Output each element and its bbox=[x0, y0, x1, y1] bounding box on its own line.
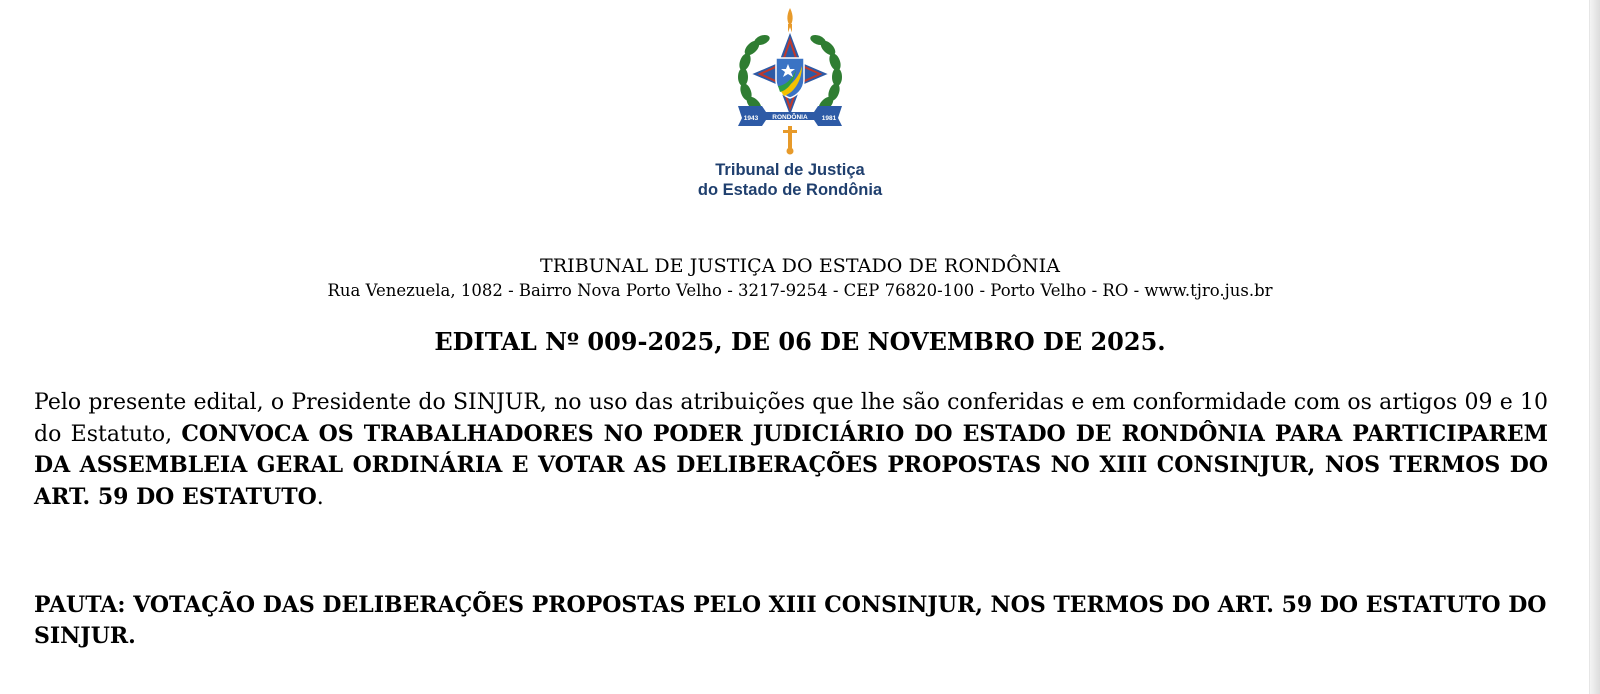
convocation-paragraph bbox=[34, 388, 1548, 513]
seal-caption-line-2: do Estado de Rondônia bbox=[697, 181, 883, 199]
seal-ribbon-center-label: RONDÔNIA bbox=[772, 114, 808, 121]
pauta-paragraph: PAUTA: VOTAÇÃO DAS DELIBERAÇÕES PROPOSTAS PELO XIII CONSINJUR, NOS TERMOS DO ART. 59 DO ESTATUTO DO SINJUR. bbox=[34, 592, 1547, 649]
seal-ribbon-right-year: 1981 bbox=[821, 115, 837, 122]
seal-caption-line-1: Tribunal de Justiça bbox=[715, 161, 865, 179]
org-address: Rua Venezuela, 1082 - Bairro Nova Porto Velho - 3217-9254 - CEP 76820-100 - Porto Velho - RO - www.tjro.jus.br bbox=[327, 281, 1273, 300]
paragraph-intro-text: Pelo presente edital, o Presidente do SINJUR, no uso das atribuições que lhe são conferidas e em conformidade com os artigos 09 e 10 do Estatuto, bbox=[34, 390, 1548, 447]
org-name: TRIBUNAL DE JUSTIÇA DO ESTADO DE RONDÔNIA bbox=[539, 255, 1061, 277]
seal-caption bbox=[650, 160, 930, 200]
document-title: EDITAL Nº 009-2025, DE 06 DE NOVEMBRO DE 2025. bbox=[434, 327, 1166, 356]
seal-ribbon-left-year: 1943 bbox=[743, 115, 759, 122]
paragraph-end-text: . bbox=[316, 484, 324, 510]
paragraph-bold-text: CONVOCA OS TRABALHADORES NO PODER JUDICIÁRIO DO ESTADO DE RONDÔNIA PARA PARTICIPAREM DA ASSEMBLEIA GERAL ORDINÁRIA E VOTAR AS DELIBERAÇÕES PROPOSTAS NO XIII CONSINJUR, NOS TERMOS DO ART. 59 DO ESTATUTO bbox=[34, 420, 1549, 510]
tjro-coat-of-arms-icon bbox=[732, 6, 848, 158]
